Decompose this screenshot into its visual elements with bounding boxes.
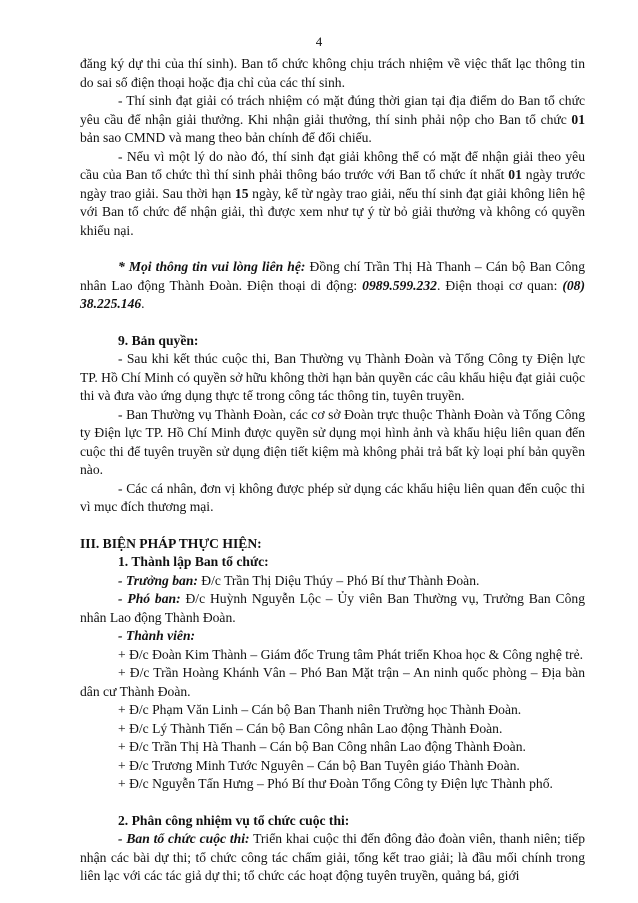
paragraph-copyright-3: - Các cá nhân, đơn vị không được phép sử dụng các khẩu hiệu liên quan đến cuộc thi vì mục đích thương mại. xyxy=(80,480,585,514)
text: - Nếu vì một lý do nào đó, thí sinh đạt giải không thể có mặt để nhận giải theo yêu cầu của Ban tổ chức thì thí sinh phải thông báo trước với Ban tổ chức ít nhất xyxy=(80,148,585,182)
page-number: 4 xyxy=(315,34,323,49)
text: bản sao CMND và mang theo bản chính để đối chiếu. xyxy=(80,130,372,145)
bold-deadline: 15 xyxy=(234,185,249,201)
member-item: + Đ/c Trần Hoàng Khánh Vân – Phó Ban Mặt trận – An ninh quốc phòng – Địa bàn dân cư Thành Đoàn. xyxy=(80,665,585,699)
org-label: - Ban tổ chức cuộc thi: xyxy=(118,831,250,846)
contact-mobile: 0989.599.232 xyxy=(362,277,437,293)
paragraph-contact xyxy=(80,258,585,314)
document-body xyxy=(80,55,585,886)
head-label: - Trưởng ban: xyxy=(118,572,198,588)
paragraph-copyright-1: - Sau khi kết thúc cuộc thi, Ban Thường vụ Thành Đoàn và Tổng Công ty Điện lực TP. Hồ Chí Minh có quyền sở hữu không thời hạn bản quyền các câu khẩu hiệu đạt giải cuộc thi và đưa vào ứng dụng thực tế trong công tác thông tin, tuyên truyền. xyxy=(80,351,585,403)
member-item: + Đ/c Lý Thành Tiến – Cán bộ Ban Công nhân Lao động Thành Đoàn. xyxy=(118,720,503,736)
spacer xyxy=(80,794,585,812)
member-item: + Đ/c Nguyễn Tấn Hưng – Phó Bí thư Đoàn Tổng Công ty Điện lực Thành phố. xyxy=(118,776,553,791)
paragraph-absence-rule xyxy=(80,148,585,241)
paragraph-copyright-2: - Ban Thường vụ Thành Đoàn, các cơ sở Đoàn trực thuộc Thành Đoàn và Tổng Công ty Điện lực TP. Hồ Chí Minh được quyền sử dụng mọi hình ảnh và khẩu hiệu liên quan đến cuộc thi để tuyên truyền sử dụng điện tiết kiệm mà không phải trả bất kỳ loại phí bản quyền nào. xyxy=(80,406,585,477)
deputy-head xyxy=(80,590,585,627)
member-item: + Đ/c Trần Thị Hà Thanh – Cán bộ Ban Công nhân Lao động Thành Đoàn. xyxy=(118,739,526,754)
spacer xyxy=(80,517,585,535)
paragraph-winner-attendance xyxy=(80,92,585,148)
deputy-label: - Phó ban: xyxy=(118,591,181,606)
text: Triển khai cuộc thi đến đông đảo đoàn viên, thanh niên; tiếp nhận các bài dự thi; tổ chức công tác chấm giải, tổng kết trao giải; là đầu mối chính trong liên lạc với các tác giả dự thi; tổ chức các hoạt động tuyên truyền, quảng bá, giới xyxy=(80,831,585,883)
spacer xyxy=(80,240,585,258)
text: . Điện thoại cơ quan: xyxy=(436,277,563,293)
paragraph-contact-info-note: đăng ký dự thi của thí sinh). Ban tổ chức không chịu trách nhiệm về việc thất lạc thông tin do sai số điện thoại hoặc địa chỉ của các thí sinh. xyxy=(80,56,585,90)
members-label: - Thành viên: xyxy=(118,628,196,643)
section-3-2-heading: 2. Phân công nhiệm vụ tổ chức cuộc thi: xyxy=(118,812,350,828)
head-of-committee xyxy=(80,572,585,591)
member-item: + Đ/c Đoàn Kim Thành – Giám đốc Trung tâm Phát triển Khoa học & Công nghệ trẻ. xyxy=(118,646,584,662)
spacer xyxy=(80,314,585,332)
text: . xyxy=(141,296,145,311)
bold-days: 01 xyxy=(508,167,522,182)
text: ngày, kể từ ngày trao giải, nếu thí sinh đạt giải không liên hệ với Ban tổ chức để nhận giải, thì được xem như tự ý từ bỏ giải thưởng và không có quyền khiếu nại. xyxy=(80,185,585,238)
text: Đ/c Trần Thị Diệu Thúy – Phó Bí thư Thành Đoàn. xyxy=(197,572,480,588)
section-9-heading: 9. Bản quyền: xyxy=(118,332,199,348)
section-3-heading: III. BIỆN PHÁP THỰC HIỆN: xyxy=(80,535,262,551)
member-item: + Đ/c Phạm Văn Linh – Cán bộ Ban Thanh niên Trường học Thành Đoàn. xyxy=(118,702,522,717)
text: - Thí sinh đạt giải có trách nhiệm có mặt đúng thời gian tại địa điểm do Ban tổ chức yêu cầu để nhận giải thưởng. Khi nhận giải thưởng, thí sinh phải nộp cho Ban tổ chức xyxy=(80,93,585,127)
text: Đồng chí Trần Thị Hà Thanh – Cán bộ Ban Công nhân Lao động Thành Đoàn. Điện thoại di động: xyxy=(80,259,586,293)
contact-label: * Mọi thông tin vui lòng liên hệ: xyxy=(118,259,306,274)
contact-office-phone: (08) 38.225.146 xyxy=(80,277,585,311)
member-item: + Đ/c Trương Minh Tước Nguyên – Cán bộ Ban Tuyên giáo Thành Đoàn. xyxy=(118,757,520,773)
section-3-1-heading: 1. Thành lập Ban tổ chức: xyxy=(118,554,269,569)
text: ngày trước ngày trao giải. Sau thời hạn xyxy=(80,167,585,201)
text: Đ/c Huỳnh Nguyễn Lộc – Ủy viên Ban Thường vụ, Trưởng Ban Công nhân Lao động Thành Đoàn. xyxy=(80,591,585,625)
paragraph-organizing-committee xyxy=(80,830,585,886)
bold-count: 01 xyxy=(571,111,585,127)
